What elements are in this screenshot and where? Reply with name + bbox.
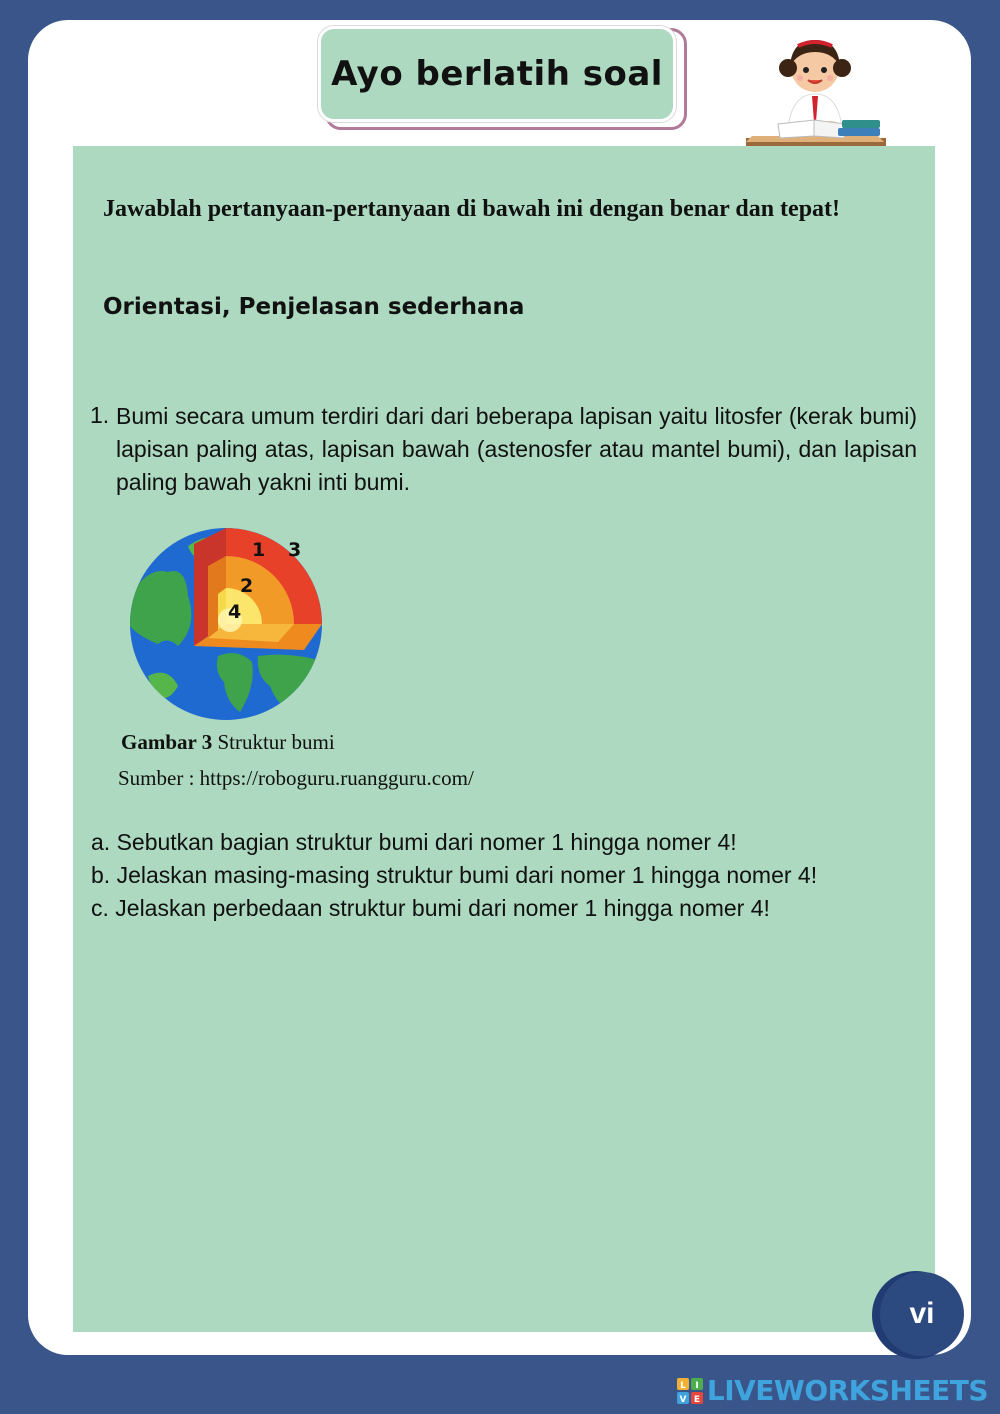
figure-caption-text: Struktur bumi — [212, 730, 335, 754]
title-box — [318, 26, 676, 122]
logo-letter-v: V — [679, 1394, 687, 1404]
sub-question-a: a. Sebutkan bagian struktur bumi dari nomer 1 hingga nomer 4! — [91, 829, 737, 855]
liveworksheets-wordmark: LIVEWORKSHEETS — [706, 1374, 988, 1407]
page-number-badge — [880, 1272, 964, 1356]
sub-question-b: b. Jelaskan masing-masing struktur bumi dari nomer 1 hingga nomer 4! — [91, 862, 818, 888]
sub-question-list — [91, 826, 921, 925]
layer-label-1: 1 — [252, 539, 266, 561]
logo-letter-l: L — [680, 1380, 686, 1391]
student-illustration — [742, 24, 888, 150]
liveworksheets-logo-icon — [677, 1378, 703, 1404]
page-number: vi — [909, 1297, 935, 1330]
question-text: Bumi secara umum terdiri dari dari beberapa lapisan yaitu litosfer (kerak bumi) lapisan paling atas, lapisan bawah (astenosfer atau mantel bumi), dan lapisan paling bawah yakni inti bumi. — [116, 403, 917, 495]
logo-letter-i: I — [695, 1380, 699, 1391]
figure-caption — [121, 730, 335, 755]
page-title: Ayo berlatih soal — [331, 54, 663, 94]
layer-label-2: 2 — [240, 575, 254, 597]
instruction-text: Jawablah pertanyaan-pertanyaan di bawah ini dengan benar dan tepat! — [103, 196, 841, 222]
sub-question-c: c. Jelaskan perbedaan struktur bumi dari nomer 1 hingga nomer 4! — [91, 895, 770, 921]
layer-label-3: 3 — [288, 539, 302, 561]
earth-structure-diagram — [128, 526, 324, 722]
layer-label-4: 4 — [228, 601, 242, 623]
question-number: 1. — [90, 402, 110, 428]
figure-source: Sumber : https://roboguru.ruangguru.com/ — [118, 766, 474, 790]
liveworksheets-brand[interactable] — [677, 1374, 988, 1407]
section-heading: Orientasi, Penjelasan sederhana — [103, 294, 525, 320]
figure-caption-label: Gambar 3 — [121, 730, 213, 754]
logo-letter-e: E — [693, 1394, 700, 1404]
